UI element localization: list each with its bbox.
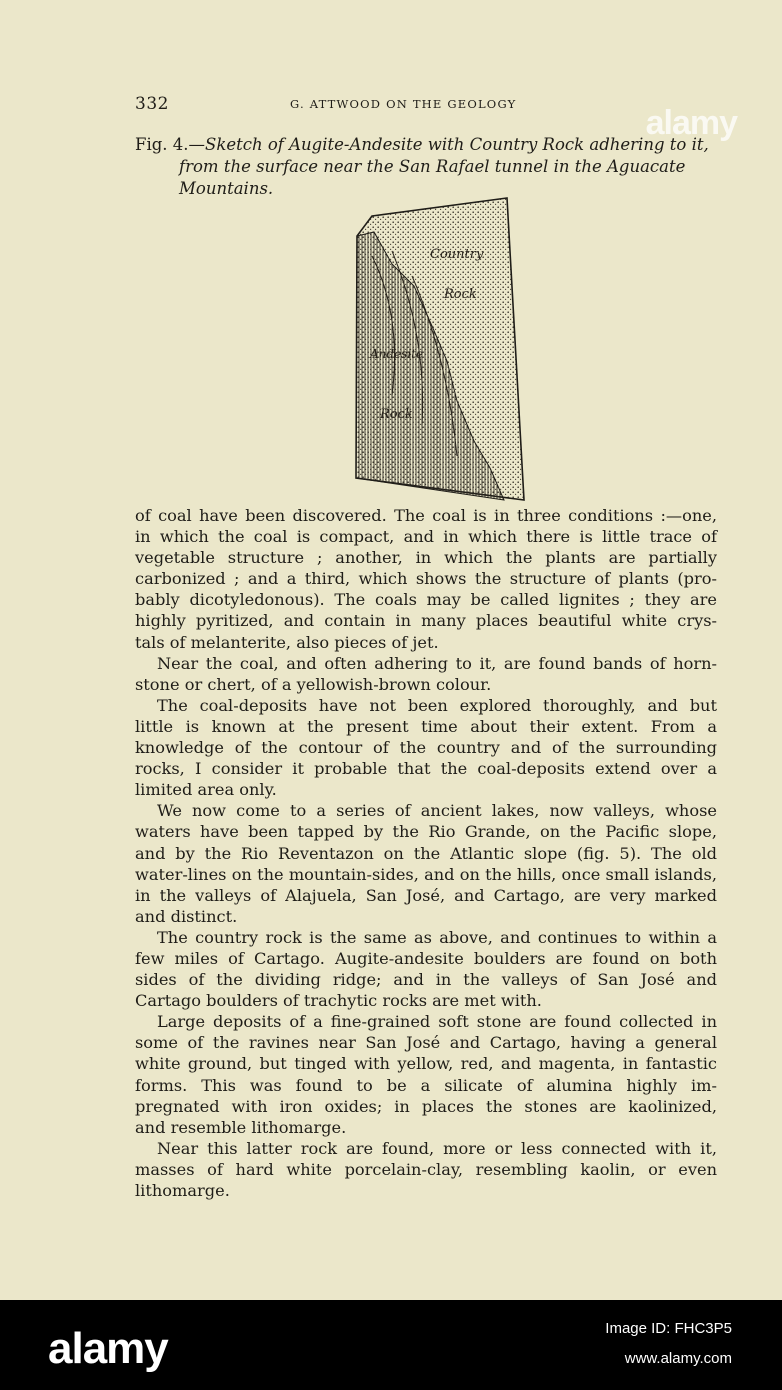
- caption-line-3: Mountains.: [179, 179, 274, 198]
- label-country: Country: [430, 247, 484, 262]
- text-line: some of the ravines near San José and Cartago, having a general: [135, 1033, 717, 1053]
- text-line: water-lines on the mountain-sides, and on the hills, once small islands,: [135, 864, 717, 884]
- text-line: knowledge of the contour of the country and of the surrounding: [135, 738, 717, 758]
- label-rock-2: Rock: [380, 407, 413, 422]
- text-line: tals of melanterite, also pieces of jet.: [135, 632, 439, 652]
- caption-prefix: Fig. 4.—: [135, 135, 206, 154]
- caption-line-1: [135, 134, 720, 156]
- text-line: little is known at the present time about their extent. From a: [135, 716, 717, 736]
- text-line: pregnated with iron oxides; in places the stones are kaolinized,: [135, 1096, 717, 1116]
- text-line: of coal have been discovered. The coal is in three conditions :—one,: [135, 506, 717, 525]
- text-line: waters have been tapped by the Rio Grande, on the Pacific slope,: [135, 822, 717, 842]
- text-line: and distinct.: [135, 906, 238, 926]
- text-line: Near this latter rock are found, more or less connected with it,: [157, 1138, 717, 1158]
- text-line: bably dicotyledonous). The coals may be called lignites ; they are: [135, 590, 717, 610]
- text-line: We now come to a series of ancient lakes, now valleys, whose: [157, 801, 717, 821]
- text-line: highly pyritized, and contain in many places beautiful white crys-: [135, 611, 717, 631]
- text-line: Large deposits of a fine-grained soft stone are found collected in: [157, 1012, 717, 1032]
- image-id-label: Image ID: FHC3P5: [605, 1320, 732, 1337]
- text-line: masses of hard white porcelain-clay, resembling kaolin, or even: [135, 1159, 717, 1179]
- text-line: sides of the dividing ridge; and in the valleys of San José and: [135, 970, 717, 990]
- label-andesite: Andesite: [370, 347, 424, 361]
- text-line: in which the coal is compact, and in which there is little trace of: [135, 527, 717, 547]
- brand-logo[interactable]: alamy: [48, 1324, 168, 1373]
- text-line: stone or chert, of a yellowish-brown colour.: [135, 674, 492, 694]
- text-line: white ground, but tinged with yellow, red, and magenta, in fantastic: [135, 1054, 717, 1074]
- label-rock-1: Rock: [444, 287, 477, 302]
- text-line: few miles of Cartago. Augite-andesite boulders are found on both: [135, 948, 717, 968]
- text-line: rocks, I consider it probable that the coal-deposits extend over a: [135, 759, 717, 779]
- rock-sketch-figure: [352, 196, 527, 502]
- site-url-link[interactable]: www.alamy.com: [624, 1350, 732, 1367]
- caption-text-1: Sketch of Augite-Andesite with Country Rock adhering to it,: [205, 135, 709, 154]
- caption-line-2: from the surface near the San Rafael tunnel in the Aguacate: [179, 157, 686, 176]
- text-line: The country rock is the same as above, and continues to within a: [157, 927, 717, 947]
- text-line: and resemble lithomarge.: [135, 1117, 347, 1137]
- stock-footer-bar: [0, 1300, 782, 1390]
- running-title: G. ATTWOOD ON THE GEOLOGY: [290, 97, 517, 111]
- text-line: and by the Rio Reventazon on the Atlantic slope (fig. 5). The old: [135, 843, 717, 863]
- page-number: 332: [135, 94, 169, 114]
- text-line: in the valleys of Alajuela, San José, and Cartago, are very marked: [135, 885, 717, 905]
- text-line: carbonized ; and a third, which shows the structure of plants (pro-: [135, 569, 717, 589]
- watermark-logo: alamy: [645, 104, 737, 142]
- text-line: vegetable structure ; another, in which the plants are partially: [135, 548, 717, 568]
- running-head: [135, 94, 720, 118]
- text-line: Cartago boulders of trachytic rocks are met with.: [135, 991, 542, 1011]
- text-line: limited area only.: [135, 780, 277, 800]
- text-line: lithomarge.: [135, 1181, 230, 1200]
- text-line: The coal-deposits have not been explored thoroughly, and but: [157, 695, 717, 715]
- figure-caption: [135, 134, 720, 200]
- text-line: Near the coal, and often adhering to it, are found bands of horn-: [157, 653, 717, 673]
- body-text: [135, 505, 717, 1201]
- text-line: forms. This was found to be a silicate of alumina highly im-: [135, 1075, 717, 1095]
